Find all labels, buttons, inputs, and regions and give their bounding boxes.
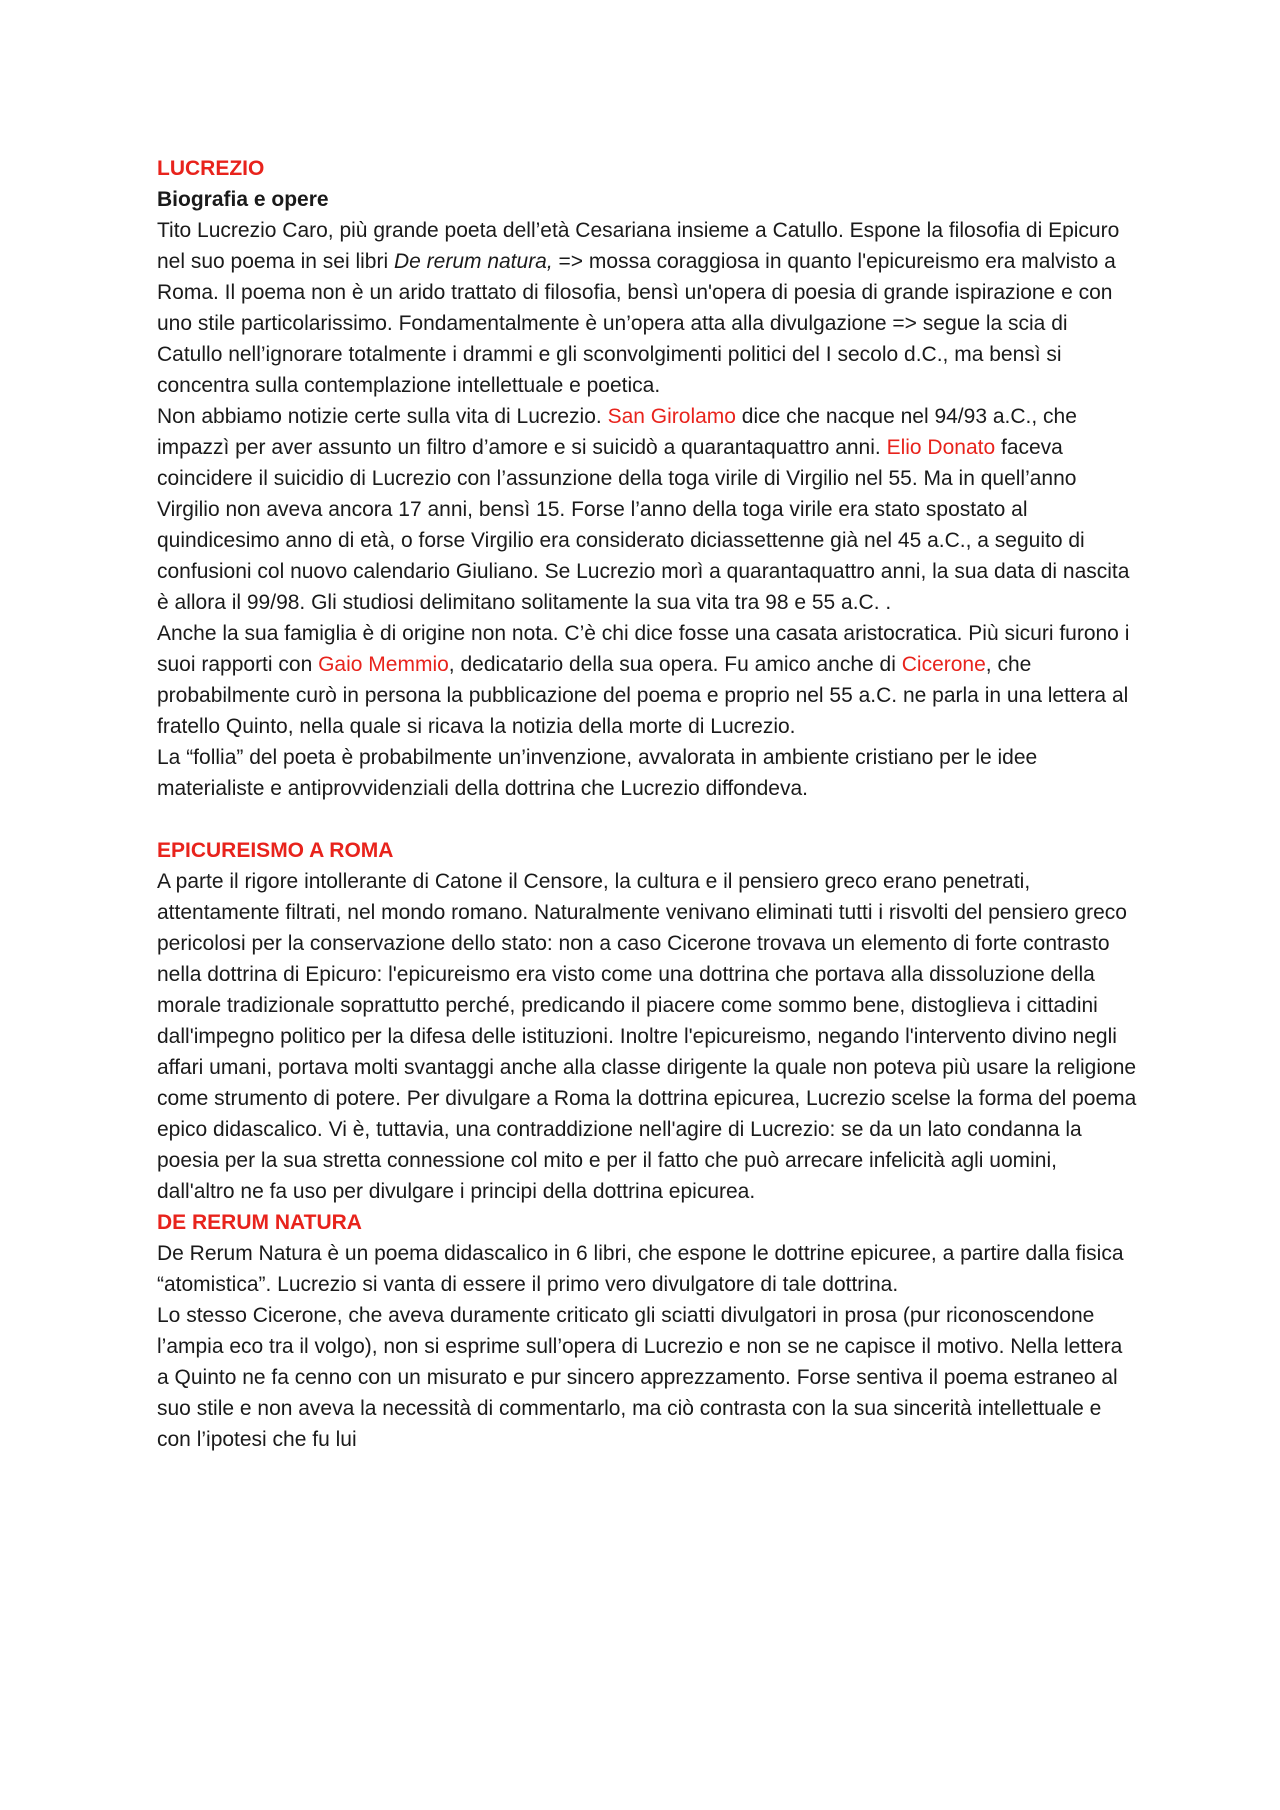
paragraph-family — [157, 618, 1137, 742]
document-page — [157, 153, 1137, 1455]
paragraph-text: Anche la sua famiglia è di origine non nota. C’è chi dice fosse una casata aristocratica. Più sicuri furono i suoi rapporti con — [157, 622, 1130, 676]
paragraph-epicureismo: A parte il rigore intollerante di Catone il Censore, la cultura e il pensiero greco erano penetrati, attentamente filtrati, nel mondo romano. Naturalmente venivano eliminati tutti i risvolti del pensiero greco pericolosi per la conservazione dello stato: non a caso Cicerone trovava un elemento di forte contrasto nella dottrina di Epicuro: l'epicureismo era visto come una dottrina che portava alla dissoluzione della morale tradizionale soprattutto perché, predicando il piacere come sommo bene, distoglieva i cittadini dall'impegno politico per la difesa delle istituzioni. Inoltre l'epicureismo, negando l'intervento divino negli affari umani, portava molti svantaggi anche alla classe dirigente la quale non poteva più usare la religione come strumento di potere. Per divulgare a Roma la dottrina epicurea, Lucrezio scelse la forma del poema epico didascalico. Vi è, tuttavia, una contraddizione nell'agire di Lucrezio: se da un lato condanna la poesia per la sua stretta connessione col mito e per il fatto che può arrecare infelicità agli uomini, dall'altro ne fa uso per divulgare i principi della dottrina epicurea. — [157, 870, 1137, 1203]
name-highlight-san-girolamo: San Girolamo — [607, 405, 736, 428]
work-title-emphasis: De rerum natura, — [393, 250, 553, 273]
paragraph-text: Tito Lucrezio Caro, più grande poeta dell’età Cesariana insieme a Catullo. Espone la filosofia di Epicuro nel suo poema in sei libri — [157, 219, 1120, 273]
section-subtitle-biografia: Biografia e opere — [157, 188, 329, 211]
name-highlight-gaio-memmio: Gaio Memmio — [318, 653, 449, 676]
paragraph-intro — [157, 215, 1137, 401]
section-title-lucrezio: LUCREZIO — [157, 157, 265, 180]
paragraph-follia: La “follia” del poeta è probabilmente un’invenzione, avvalorata in ambiente cristiano per le idee materialiste e antiprovvidenziali della dottrina che Lucrezio diffondeva. — [157, 746, 1038, 800]
paragraph-text: dice che nacque nel 94/93 a.C., che impazzì per aver assunto un filtro d’amore e si suicidò a quarantaquattro anni. — [157, 405, 1077, 459]
paragraph-text: => mossa coraggiosa in quanto l'epicureismo era malvisto a Roma. Il poema non è un arido trattato di filosofia, bensì un'opera di poesia di grande ispirazione e con uno stile particolarissimo. Fondamentalmente è un’opera atta alla divulgazione => segue la scia di Catullo nell’ignorare totalmente i drammi e gli sconvolgimenti politici del I secolo d.C., ma bensì si concentra sulla contemplazione intellettuale e poetica. — [157, 250, 1116, 397]
section-title-epicureismo: EPICUREISMO A ROMA — [157, 839, 394, 862]
paragraph-text: faceva coincidere il suicidio di Lucrezio con l’assunzione della toga virile di Virgilio nel 55. Ma in quell’anno Virgilio non aveva ancora 17 anni, bensì 15. Forse l’anno della toga virile era stato spostato al quindicesimo anno di età, o forse Virgilio era considerato diciassettenne già nel 45 a.C., a seguito di confusioni col nuovo calendario Giuliano. Se Lucrezio morì a quarantaquattro anni, la sua data di nascita è allora il 99/98. Gli studiosi delimitano solitamente la sua vita tra 98 e 55 a.C. . — [157, 436, 1130, 614]
paragraph-text: , dedicatario della sua opera. Fu amico anche di — [448, 653, 902, 676]
paragraph-text: Non abbiamo notizie certe sulla vita di Lucrezio. — [157, 405, 608, 428]
section-gap — [157, 804, 1137, 835]
paragraph-de-rerum-natura: De Rerum Natura è un poema didascalico in 6 libri, che espone le dottrine epicuree, a partire dalla fisica “atomistica”. Lucrezio si vanta di essere il primo vero divulgatore di tale dottrina. — [157, 1242, 1124, 1296]
name-highlight-elio-donato: Elio Donato — [886, 436, 996, 459]
paragraph-cicerone: Lo stesso Cicerone, che aveva duramente criticato gli sciatti divulgatori in prosa (pur riconoscendone l’ampia eco tra il volgo), non si esprime sull’opera di Lucrezio e non se ne capisce il motivo. Nella lettera a Quinto ne fa cenno con un misurato e pur sincero apprezzamento. Forse sentiva il poema estraneo al suo stile e non aveva la necessità di commentarlo, ma ciò contrasta con la sua sincerità intellettuale e con l’ipotesi che fu lui — [157, 1304, 1123, 1451]
name-highlight-cicerone: Cicerone — [901, 653, 986, 676]
paragraph-biography — [157, 401, 1137, 618]
paragraph-text: , che probabilmente curò in persona la pubblicazione del poema e proprio nel 55 a.C. ne parla in una lettera al fratello Quinto, nella quale si ricava la notizia della morte di Lucrezio. — [157, 653, 1129, 738]
section-title-de-rerum-natura: DE RERUM NATURA — [157, 1211, 362, 1234]
